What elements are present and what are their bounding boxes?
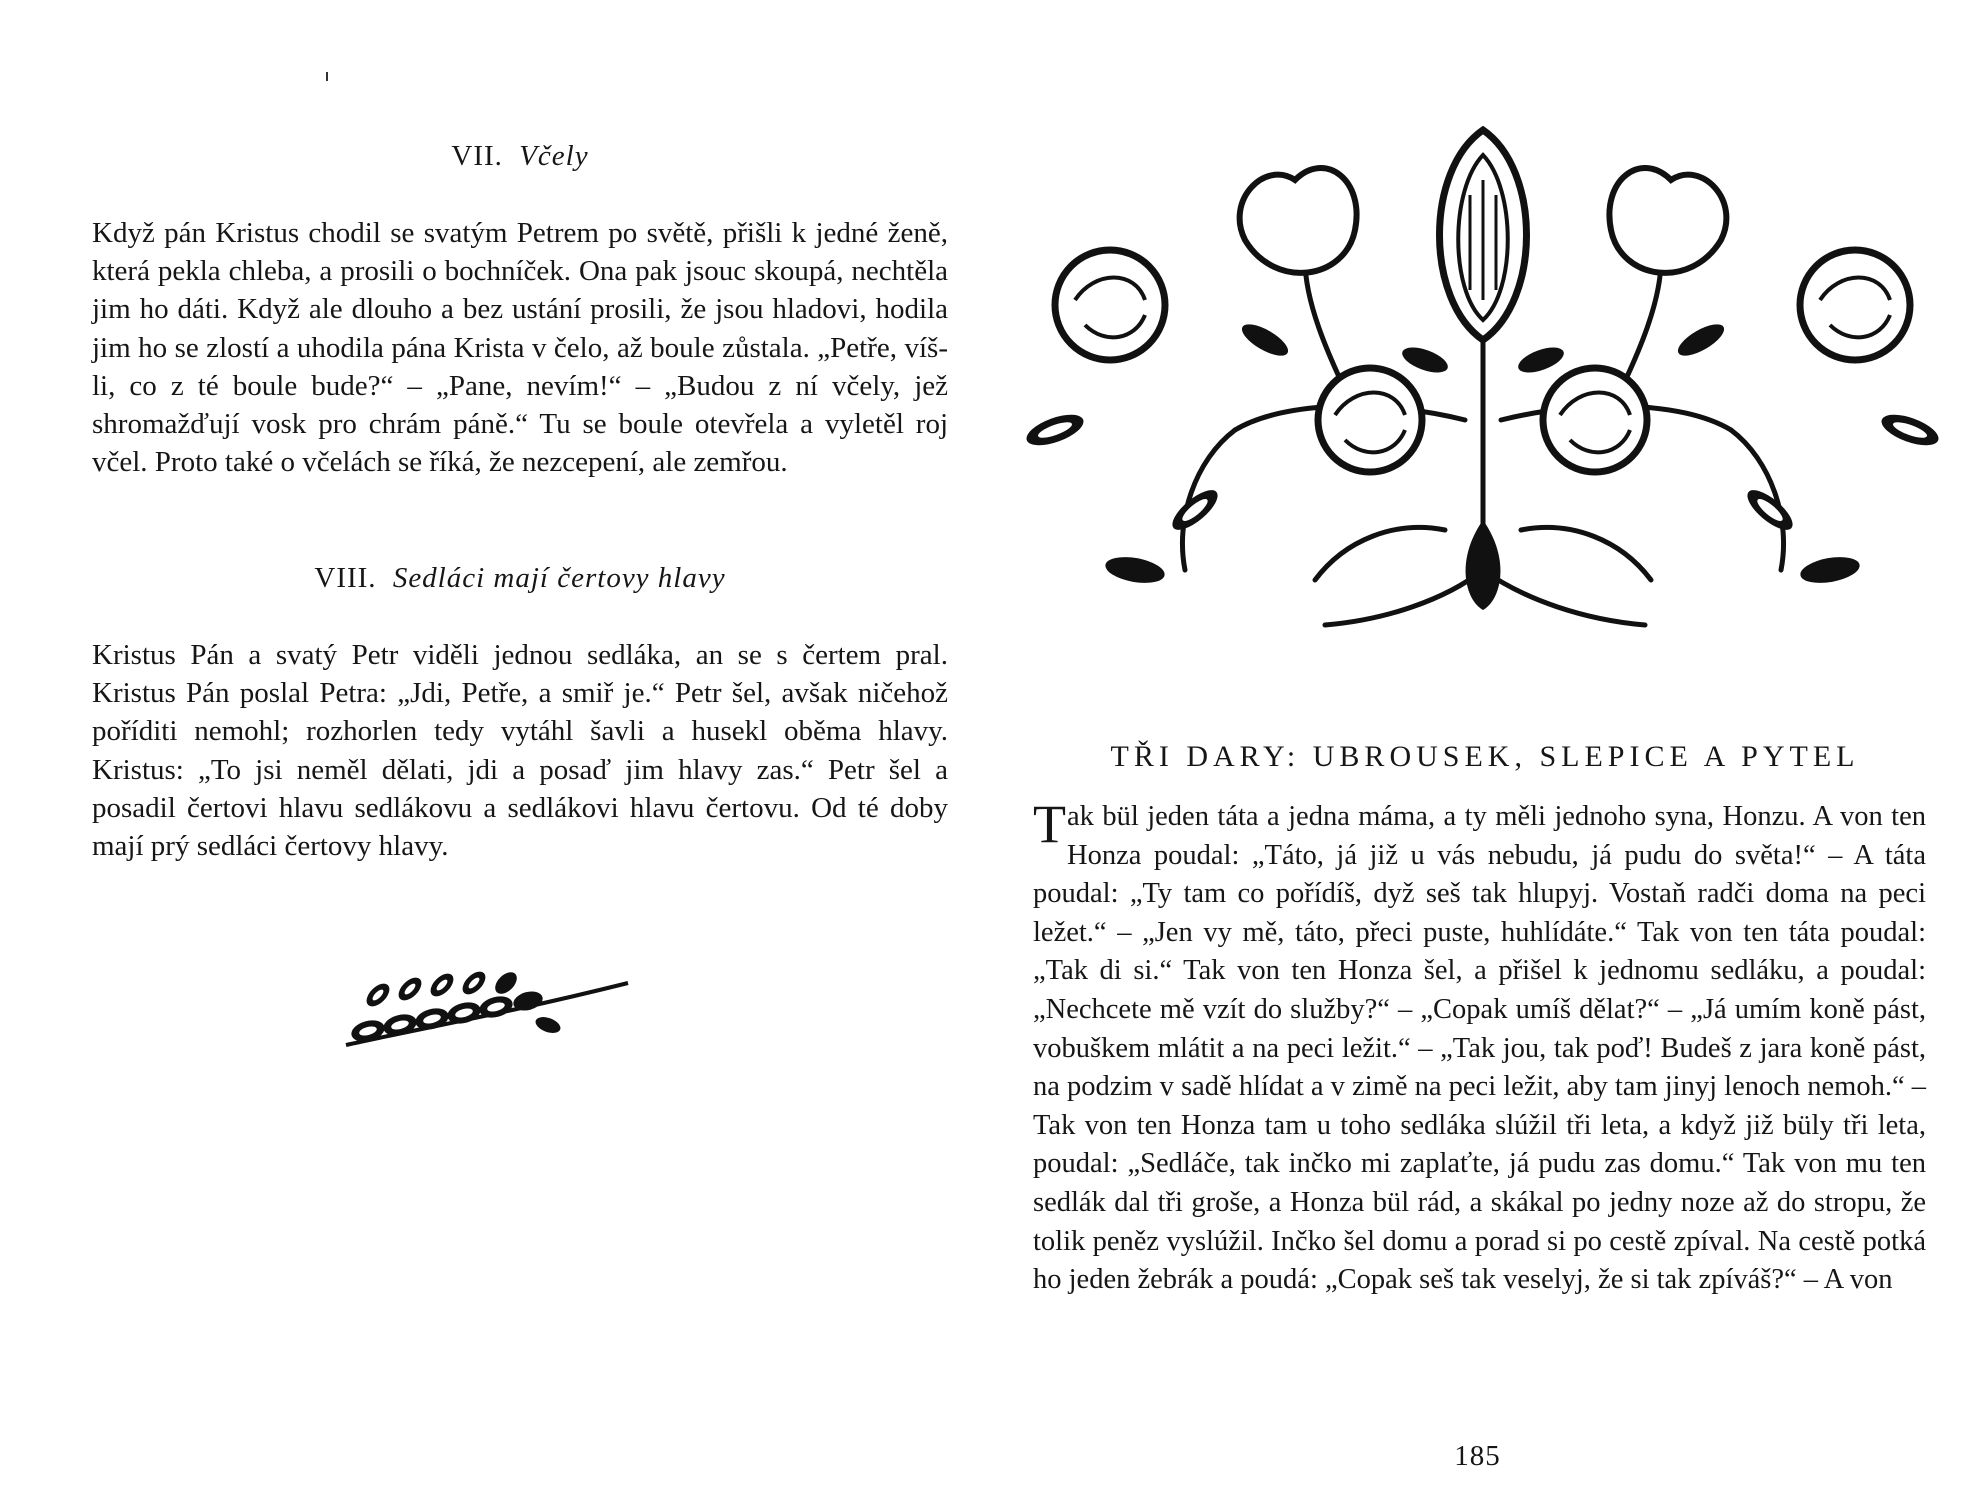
page-number: 185: [1454, 1440, 1501, 1472]
sprig-ornament: [338, 965, 638, 1060]
right-page: [985, 0, 1970, 1500]
story-title: TŘI DARY: UBROUSEK, SLEPICE A PYTEL: [1110, 740, 1860, 773]
section-8-text: Kristus Pán a svatý Petr viděli jednou sedláka, an se s čertem pral. Kristus Pán poslal Petra: „Jdi, Petře, a smiř je.“ Petr šel, avšak ničehož poříditi nemohl; rozhorlen tedy vytáhl šavli a husekl oběma hlavy. Kristus: „To jsi neměl dělati, jdi a posaď jim hlavy zas.“ Petr šel a posadil čertovi hlavu sedlákovu a sedlákovi hlavu čertovu. Od té doby mají prý sedláci čertovy hlavy.: [92, 639, 948, 863]
section-7-title: Včely: [519, 140, 589, 172]
folk-flower-ornament: [1025, 100, 1940, 660]
section-8-title: Sedláci mají čertovy hlavy: [392, 562, 726, 594]
section-8-numeral: VIII.: [314, 562, 377, 594]
story-text-block: [1033, 794, 1926, 1300]
section-7-heading: [92, 140, 948, 173]
section-8-heading: [92, 562, 948, 595]
stray-mark: [326, 72, 328, 81]
section-7-text: Když pán Kristus chodil se svatým Petrem po světě, přišli k jedné ženě, která pekla chleba, a prosili o bochníček. Ona pak jsouc skoupá, nechtěla jim ho dáti. Když ale dlouho a bez ustání prosili, že jsou hladovi, hodila jim ho se zlostí a uhodila pána Krista v čelo, až boule zůstala. „Petře, víš-li, co z té boule bude?“ – „Pane, nevím!“ – „Budou z ní včely, jež shromažďují vosk pro chrám páně.“ Tu se boule otevřela a vyletěl roj včel. Proto také o včelách se říká, že nezcepení, ale zemřou.: [92, 217, 948, 479]
section-7-numeral: VII.: [451, 140, 503, 172]
drop-cap: T: [1033, 794, 1066, 854]
story-text: ak bül jeden táta a jedna máma, a ty měli jednoho syna, Honzu. A von ten Honza poudal: „Táto, já již u vás nebudu, já pudu do světa!“ – A táta poudal: „Ty tam co pořídíš, dyž seš tak hlupyj. Vostaň radči doma na peci ležet.“ – „Jen vy mě, táto, přeci puste, huhlídáte.“ Tak von ten táta poudal: „Tak di si.“ Tak von ten Honza šel, a přišel k jednomu sedláku, a poudal: „Nechcete mě vzít do služby?“ – „Copak umíš dělat?“ – „Já umím koně pást, vobuškem mlátit a na peci ležit.“ – „Tak jou, tak poď! Budeš z jara koně pást, na podzim v sadě hlídat a v zimě na peci ležit, aby tam jinyj lenoch nemoh.“ – Tak von ten Honza tam u toho sedláka slúžil tři leta, a když již büly tři leta, poudal: „Sedláče, tak inčko mi zaplaťte, já pudu zas domu.“ Tak von mu ten sedlák dal tři groše, a Honza bül rád, a skákal po jedny noze až do stropu, že tolik peněz vyslúžil. Inčko šel domu a porad si po cestě zpíval. Na cestě potká ho jeden žebrák a poudá: „Copak seš tak veselyj, že si tak zpíváš?“ – A von: [1033, 801, 1926, 1296]
